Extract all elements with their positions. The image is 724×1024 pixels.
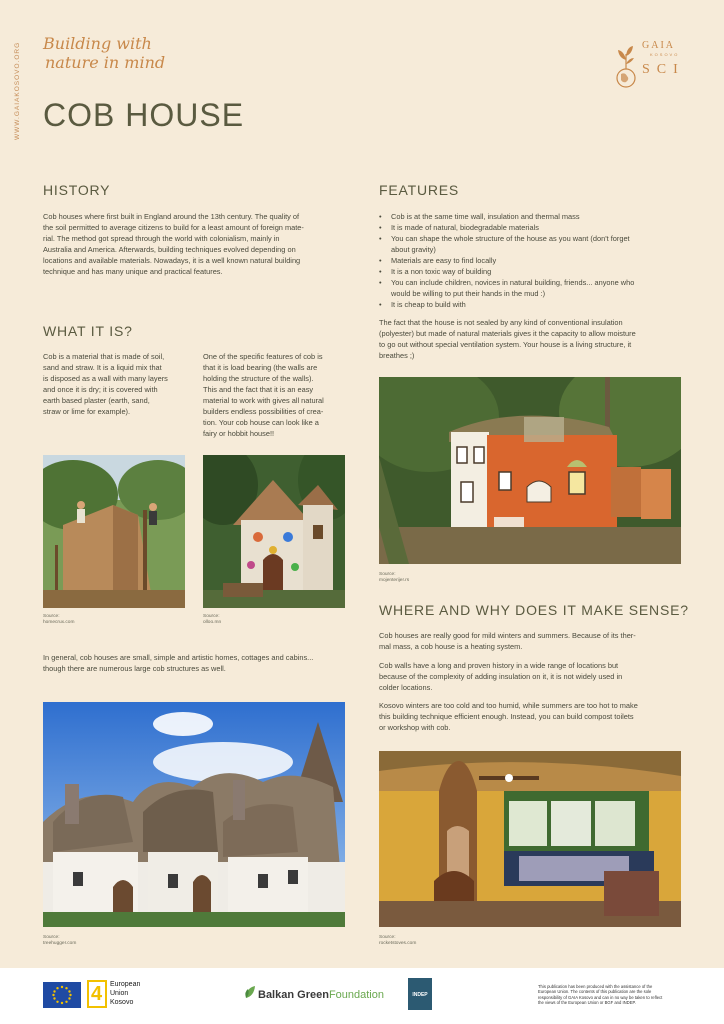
interior-source: Source: rocketstoves.com (379, 935, 417, 946)
logo-sci-text: SCI (642, 62, 685, 77)
where-p2: Cob walls have a long and proven history in a wide range of locations but because of the complexity of adding insulation on it, it is not widely used in colder locations. (379, 661, 623, 692)
tagline-line-2: nature in mind (45, 53, 166, 72)
list-item: • It is a non toxic way of building (379, 266, 679, 277)
bgf-leaf-icon (243, 984, 257, 1000)
list-item: • You can include children, novices in natural building, friends... anyone who (379, 277, 679, 288)
balkan-green-foundation-logo: Balkan GreenFoundation (258, 989, 384, 1001)
eu-flag-icon (43, 982, 81, 1008)
history-heading: HISTORY (43, 182, 111, 198)
list-item: • You can shape the whole structure of the house as you want (don't forget (379, 233, 679, 244)
castle-source: Source: treehugger.com (43, 935, 77, 946)
orange-house-source: Source: mojenterijer.rs (379, 572, 410, 583)
indep-logo: INDEP (408, 978, 432, 1010)
website-text: WWW.GAIAKOSOVO.ORG (14, 41, 21, 140)
tagline (43, 34, 165, 72)
what-it-is-col2: One of the specific features of cob is that it is load bearing (the walls are holding the structure of the walls). This and the fact that it is an easy material to work with gives all natural builders endless possibilities of crea- tion. Your cob house can look like a fairy or hobbit house!! (203, 352, 324, 438)
builders-photo (43, 455, 185, 608)
what-it-is-heading: WHAT IT IS? (43, 323, 133, 339)
history-text: Cob houses where first built in England around the 13th century. The quality of the soil permitted to average citizens to build for a least amount of foreign mate- rial. The method got spread through the world with colonialism, mainly in Australia and America. Afterwards, building techniques evolved depending on locations and available materials. Nowadays, it is a well known natural building technique and has many unique and practical features. (43, 212, 304, 276)
where-heading: WHERE AND WHY DOES IT MAKE SENSE? (379, 602, 689, 618)
features-heading: FEATURES (379, 182, 460, 198)
list-item: • Cob is at the same time wall, insulation and thermal mass (379, 211, 679, 222)
eu-kosovo-text: European Union Kosovo (110, 981, 141, 1006)
tree-globe-icon (612, 42, 640, 92)
what-it-is-col1: Cob is a material that is made of soil, sand and straw. It is a liquid mix that is disposed as a wall with many layers and once it is dry; it is covered with earth based plaster (earth, sand, straw or lime for example). (43, 352, 168, 416)
features-list (379, 211, 679, 310)
list-item: • It is made of natural, biodegradable materials (379, 222, 679, 233)
where-p3: Kosovo winters are too cold and too humid, while summers are too hot to make this building technique efficient enough. Instead, you can build compost toilets or workshop with cob. (379, 701, 638, 732)
fairy-source: Source: olloo.mn (203, 614, 222, 625)
where-p1: Cob houses are really good for mild winters and summers. Because of its ther- mal mass, a cob house is a heating system. (379, 631, 636, 651)
tagline-line-1: Building with (43, 34, 152, 53)
logo-gaia-text: GAIA (642, 40, 675, 51)
list-item-continuation: would be willing to put their hands in the mud :) (391, 289, 546, 298)
fairy-house-photo (203, 455, 345, 608)
disclaimer-text: This publication has been produced with the assistance of the European Union. The contents of this publication are the sole responsibility of GAIA Kosovo and can in no way be taken to reflect the views of the European Union or BGF and INDEP. (538, 984, 663, 1006)
page-title: COB HOUSE (43, 97, 245, 133)
list-item: • It is cheap to build with (379, 299, 679, 310)
builders-source: Source: homecrux.com (43, 614, 75, 625)
interior-photo (379, 751, 681, 927)
gaia-logo (612, 40, 692, 94)
features-paragraph: The fact that the house is not sealed by any kind of conventional insulation (polyester) but made of natural materials gives it the capacity to allow moisture to go out without special ventilation system. Your house is a living structure, it breathes ;) (379, 318, 636, 360)
list-item-continuation: about gravity) (391, 245, 436, 254)
castle-house-photo (43, 702, 345, 927)
eu-kosovo-logo-icon: 4 (87, 980, 107, 1008)
logo-kosovo-text: KOSOVO (650, 52, 680, 57)
list-item: • Materials are easy to find locally (379, 255, 679, 266)
general-text: In general, cob houses are small, simple and artistic homes, cottages and cabins... though there are numerous large cob structures as well. (43, 653, 314, 673)
orange-cob-house-photo (379, 377, 681, 564)
website-vertical[interactable] (14, 40, 26, 140)
